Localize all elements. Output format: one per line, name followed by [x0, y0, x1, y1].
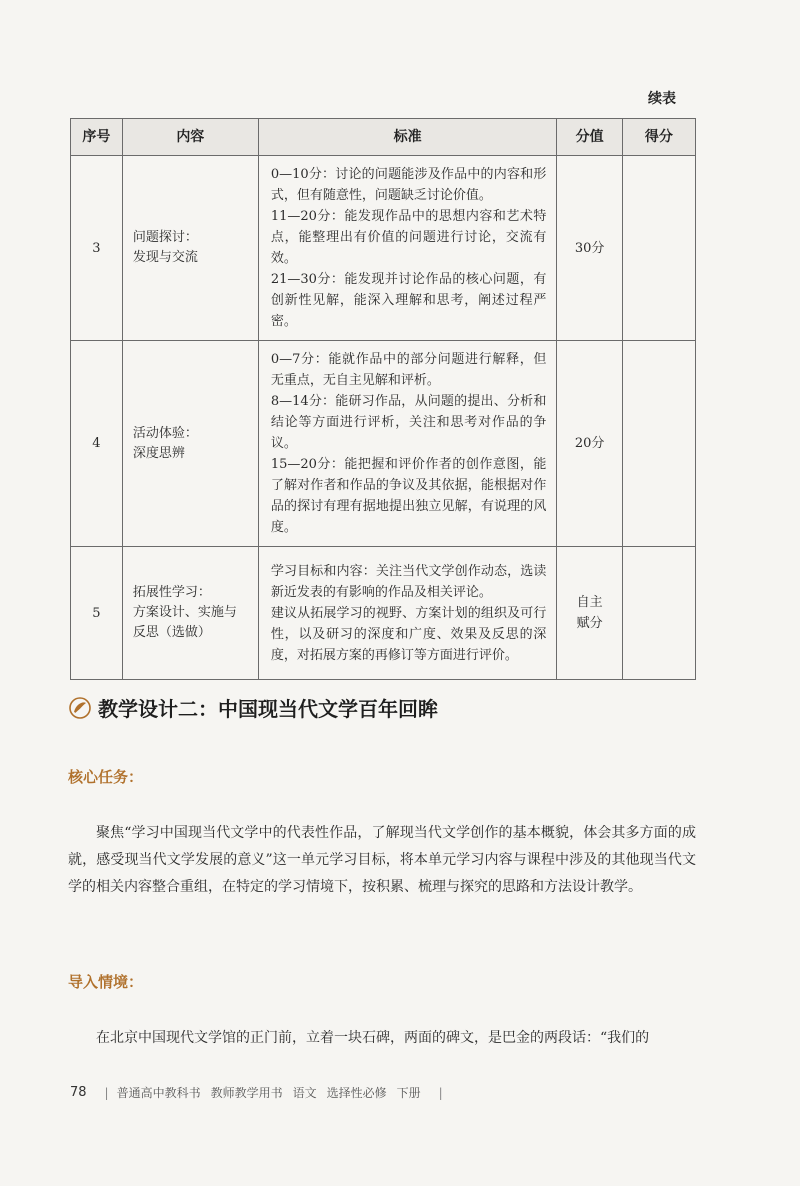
- header-no: 序号: [71, 119, 123, 156]
- rubric-table: [70, 118, 696, 680]
- row-criteria: [258, 156, 557, 341]
- content-line: 发现与交流: [132, 250, 198, 265]
- intro-heading: 导入情境：: [68, 973, 144, 991]
- page-number: 78: [70, 1085, 87, 1100]
- criteria-item: 建议从拓展学习的视野、方案计划的组织及可行性，以及研习的深度和广度、效果及反思的深度，对拓展方案的再修订等方面进行评价。: [270, 605, 547, 663]
- row-content: [122, 341, 258, 547]
- header-grade: 得分: [622, 119, 695, 156]
- table-row: [71, 156, 696, 341]
- leaf-swirl-icon: [68, 696, 92, 720]
- row-criteria: [258, 547, 557, 680]
- row-score: [557, 156, 622, 341]
- row-number: 3: [71, 156, 123, 341]
- score-line: 赋分: [576, 616, 603, 631]
- content-line: 深度思辨: [132, 445, 185, 461]
- table-row: [71, 547, 696, 680]
- table-row: [71, 341, 696, 547]
- intro-paragraph: 在北京中国现代文学馆的正门前，立着一块石碑，两面的碑文，是巴金的两段话：“我们的: [96, 1030, 650, 1046]
- criteria-item: 学习目标和内容：关注当代文学创作动态，选读新近发表的有影响的作品及相关评论。: [270, 563, 547, 600]
- footer-segment: 下册: [396, 1086, 421, 1100]
- criteria-item: 21—30分：能发现并讨论作品的核心问题，有创新性见解，能深入理解和思考，阐述过程严密。: [270, 272, 547, 329]
- footer-segment: 语文: [292, 1086, 317, 1100]
- content-line: 方案设计、实施与反思（选做）: [132, 605, 237, 640]
- content-line: 问题探讨：: [132, 230, 198, 245]
- row-content: [122, 547, 258, 680]
- score-line: 20分: [574, 436, 605, 451]
- header-score: 分值: [557, 119, 622, 156]
- footer-segment: 选择性必修: [326, 1086, 387, 1100]
- score-line: 自主: [576, 595, 603, 610]
- footer-segment: 普通高中教科书: [116, 1086, 201, 1100]
- footer-divider: |: [438, 1085, 443, 1100]
- criteria-item: 15—20分：能把握和评价作者的创作意图，能了解对作者和作品的争议及其依据，能根据对作品的探讨有理有据地提出独立见解，有说理的风度。: [270, 457, 547, 535]
- footer-segment: 教师教学用书: [210, 1086, 283, 1100]
- section-title-text: 教学设计二：中国现当代文学百年回眸: [98, 697, 438, 721]
- content-line: 拓展性学习：: [132, 585, 211, 600]
- row-grade: [622, 156, 695, 341]
- row-grade: [622, 547, 695, 680]
- row-content: [122, 156, 258, 341]
- header-content: 内容: [122, 119, 258, 156]
- criteria-item: 11—20分：能发现作品中的思想内容和艺术特点，能整理出有价值的问题进行讨论，交流有效。: [270, 209, 547, 266]
- table-header-row: [71, 119, 696, 156]
- row-grade: [622, 341, 695, 547]
- core-task-paragraph: 聚焦“学习中国现当代文学中的代表性作品，了解现当代文学创作的基本概貌，体会其多方面的成就，感受现当代文学发展的意义”这一单元学习目标，将本单元学习内容与课程中涉及的其他现当代文学的相关内容整合重组，在特定的学习情境下，按积累、梳理与探究的思路和方法设计教学。: [68, 825, 696, 895]
- core-task-heading: 核心任务：: [68, 768, 144, 786]
- row-score: [557, 341, 622, 547]
- footer-divider: |: [104, 1085, 109, 1100]
- continuation-label: 续表: [648, 91, 676, 107]
- criteria-item: 0—10分：讨论的问题能涉及作品中的内容和形式，但有随意性，问题缺乏讨论价值。: [270, 167, 547, 203]
- header-criteria: 标准: [258, 119, 557, 156]
- criteria-item: 8—14分：能研习作品，从问题的提出、分析和结论等方面进行评析，关注和思考对作品的争议。: [270, 394, 547, 451]
- page-footer: [70, 1084, 451, 1101]
- row-number: 4: [71, 341, 123, 547]
- content-line: 活动体验：: [132, 425, 198, 441]
- row-criteria: [258, 341, 557, 547]
- row-number: 5: [71, 547, 123, 680]
- score-line: 30分: [574, 240, 605, 256]
- section-title: [68, 693, 438, 722]
- row-score: [557, 547, 622, 680]
- criteria-item: 0—7分：能就作品中的部分问题进行解释，但无重点，无自主见解和评析。: [270, 352, 547, 388]
